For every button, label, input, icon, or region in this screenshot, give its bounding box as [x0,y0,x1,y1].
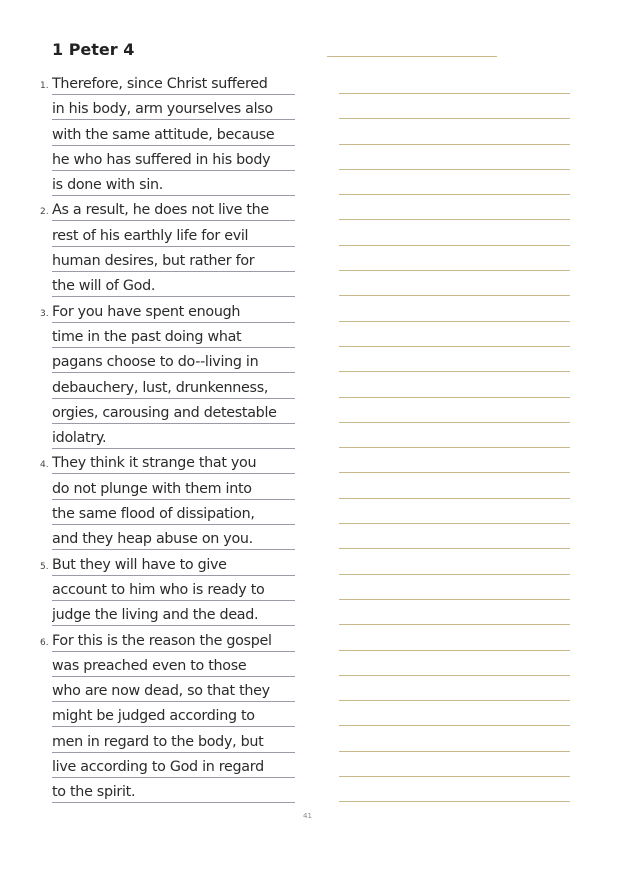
verse-text: pagans choose to do--living in [52,353,295,373]
verse-line [38,632,298,657]
writing-line[interactable] [339,328,570,353]
verse-text: live according to God in regard [52,758,295,778]
verse-number: 3. [40,308,49,319]
verse-text: was preached even to those [52,657,295,677]
verse-line [38,201,298,226]
verse-line [38,606,298,631]
verse-text: the will of God. [52,277,295,297]
writing-line[interactable] [339,379,570,404]
verse-number: 1. [40,81,49,91]
verse-line [38,556,298,581]
verse-text: who are now dead, so that they [52,682,295,702]
writing-line[interactable] [339,632,570,657]
verse-line [38,100,298,125]
writing-practice-column [339,75,570,809]
verse-line [38,379,298,404]
verse-text: For this is the reason the gospel [52,632,295,652]
title-writing-line[interactable] [327,56,497,57]
verse-text: in his body, arm yourselves also [52,100,295,120]
verse-text: But they will have to give [52,556,295,576]
verse-line [38,126,298,151]
verse-line [38,733,298,758]
verse-line [38,75,298,100]
verse-number: 5. [40,561,49,572]
verse-text: account to him who is ready to [52,581,295,601]
verse-text: human desires, but rather for [52,252,295,272]
writing-line[interactable] [339,176,570,201]
verse-line [38,707,298,732]
writing-line[interactable] [339,252,570,277]
verse-text: do not plunge with them into [52,480,295,500]
verse-number: 4. [40,460,49,471]
writing-line[interactable] [339,530,570,555]
verse-text: debauchery, lust, drunkenness, [52,379,295,399]
writing-line[interactable] [339,454,570,479]
writing-line[interactable] [339,151,570,176]
writing-line[interactable] [339,303,570,328]
verse-text: For you have spent enough [52,303,295,323]
verse-text: As a result, he does not live the [52,201,295,221]
verse-line [38,328,298,353]
writing-line[interactable] [339,75,570,100]
page-title: 1 Peter 4 [52,40,135,59]
verse-text: to the spirit. [52,783,295,803]
verse-text: and they heap abuse on you. [52,530,295,550]
verse-line [38,657,298,682]
writing-line[interactable] [339,657,570,682]
verse-line [38,758,298,783]
verse-line [38,682,298,707]
verse-number: 6. [40,637,49,648]
verse-text: is done with sin. [52,176,295,196]
writing-line[interactable] [339,758,570,783]
writing-line[interactable] [339,606,570,631]
page-number: 41 [303,812,312,820]
writing-line[interactable] [339,733,570,758]
writing-line[interactable] [339,126,570,151]
writing-line[interactable] [339,201,570,226]
verse-text: with the same attitude, because [52,126,295,146]
verse-line [38,429,298,454]
verse-text: the same flood of dissipation, [52,505,295,525]
writing-line[interactable] [339,505,570,530]
writing-line[interactable] [339,227,570,252]
verse-text: orgies, carousing and detestable [52,404,295,424]
writing-line[interactable] [339,404,570,429]
verse-line [38,227,298,252]
verse-line [38,277,298,302]
verse-text: judge the living and the dead. [52,606,295,626]
verse-text: might be judged according to [52,707,295,727]
verse-line [38,176,298,201]
writing-line[interactable] [339,682,570,707]
writing-line[interactable] [339,783,570,808]
verse-text: time in the past doing what [52,328,295,348]
writing-line[interactable] [339,353,570,378]
verse-text: idolatry. [52,429,295,449]
verse-number: 2. [40,207,49,218]
verse-line [38,303,298,328]
verse-line [38,581,298,606]
verse-text: Therefore, since Christ suffered [52,75,295,95]
writing-line[interactable] [339,581,570,606]
writing-line[interactable] [339,100,570,125]
verse-line [38,353,298,378]
verse-line [38,530,298,555]
writing-line[interactable] [339,556,570,581]
writing-line[interactable] [339,480,570,505]
verse-text: They think it strange that you [52,454,295,474]
verse-line [38,454,298,479]
verse-line [38,151,298,176]
verse-text: rest of his earthly life for evil [52,227,295,247]
writing-line[interactable] [339,429,570,454]
verse-line [38,404,298,429]
writing-line[interactable] [339,277,570,302]
verse-line [38,505,298,530]
verse-line [38,480,298,505]
verse-line [38,252,298,277]
writing-line[interactable] [339,707,570,732]
scripture-text-column [38,75,298,809]
verse-text: men in regard to the body, but [52,733,295,753]
verse-line [38,783,298,808]
verse-text: he who has suffered in his body [52,151,295,171]
